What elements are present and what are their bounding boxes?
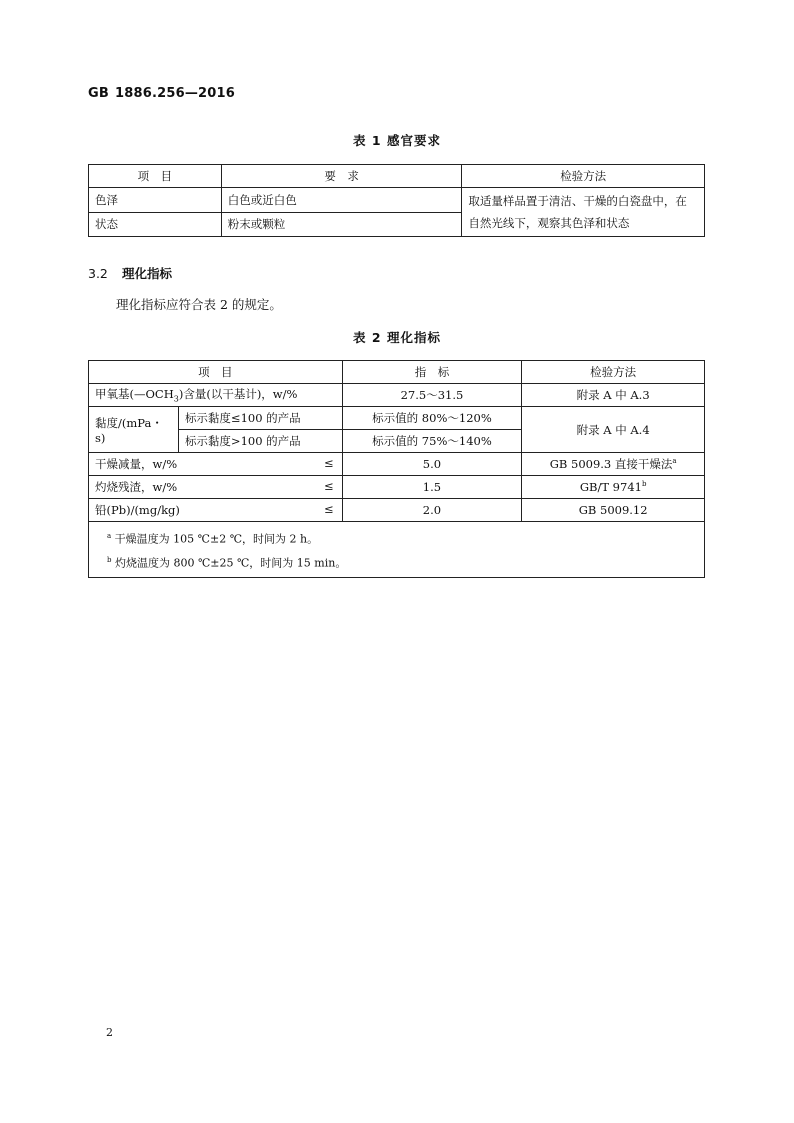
table-header-row xyxy=(89,165,705,188)
section-title: 理化指标 xyxy=(122,266,173,281)
header-method: 检验方法 xyxy=(462,165,705,188)
cell-method: GB 5009.3 直接干燥法$^a$ xyxy=(522,453,705,476)
cell-item: 黏度/(mPa・s) xyxy=(89,407,179,453)
leq-sign: ≤ xyxy=(323,502,334,516)
header-value: 指 标 xyxy=(342,361,522,384)
table-header-row xyxy=(89,361,705,384)
footnote-b: $^b$ 灼烧温度为 800 ℃±25 ℃，时间为 15 min。 xyxy=(107,555,347,570)
cell-condition: 标示黏度>100 的产品 xyxy=(178,430,342,453)
cell-method: 附录 A 中 A.3 xyxy=(522,384,705,407)
footnote-ref: a xyxy=(672,457,677,466)
table2-title: 表 2 理化指标 xyxy=(353,330,441,345)
page-number: 2 xyxy=(106,1026,113,1039)
leq-sign: ≤ xyxy=(323,479,334,493)
standard-code xyxy=(88,86,235,101)
cell-value: 标示值的 80%～120% xyxy=(342,407,522,430)
table-row xyxy=(89,453,705,476)
table-notes xyxy=(89,522,705,578)
table-row xyxy=(89,384,705,407)
cell-method: GB 5009.12 xyxy=(522,499,705,522)
cell-method: 取适量样品置于清洁、干燥的白瓷盘中，在自然光线下，观察其色泽和状态 xyxy=(462,188,705,237)
cell-condition: 标示黏度≤100 的产品 xyxy=(178,407,342,430)
table-row xyxy=(89,499,705,522)
section-paragraph: 理化指标应符合表 2 的规定。 xyxy=(116,297,282,312)
cell-method: 附录 A 中 A.4 xyxy=(522,407,705,453)
table-row xyxy=(89,407,705,430)
header-item: 项 目 xyxy=(89,361,343,384)
cell-item: 状态 xyxy=(89,212,222,237)
cell-item: 色泽 xyxy=(89,188,222,213)
table-row xyxy=(89,188,705,213)
table-notes-row xyxy=(89,522,705,578)
cell-method: GB/T 9741$^b$ xyxy=(522,476,705,499)
standard-prefix: GB xyxy=(88,86,109,101)
physicochemical-table xyxy=(88,360,705,578)
header-requirement: 要 求 xyxy=(221,165,462,188)
header-method: 检验方法 xyxy=(522,361,705,384)
section-heading xyxy=(88,264,172,282)
sensory-requirements-table xyxy=(88,164,705,237)
cell-item: 甲氧基$(—OCH_3)$含量(以干基计)，w/% xyxy=(89,384,343,407)
header-item: 项 目 xyxy=(89,165,222,188)
cell-item: 灼烧残渣，w/% ≤ xyxy=(89,476,343,499)
cell-item: 铅(Pb)/(mg/kg) ≤ xyxy=(89,499,343,522)
table-row xyxy=(89,476,705,499)
footnote-a: $^a$ 干燥温度为 105 ℃±2 ℃，时间为 2 h。 xyxy=(107,532,319,546)
cell-value: 1.5 xyxy=(342,476,522,499)
cell-value: 27.5～31.5 xyxy=(342,384,522,407)
leq-sign: ≤ xyxy=(323,456,334,470)
table1-title: 表 1 感官要求 xyxy=(353,133,441,148)
footnote-ref: b xyxy=(641,480,647,489)
cell-value: 2.0 xyxy=(342,499,522,522)
cell-value: 标示值的 75%～140% xyxy=(342,430,522,453)
cell-item: 干燥减量，w/% ≤ xyxy=(89,453,343,476)
cell-requirement: 白色或近白色 xyxy=(221,188,462,213)
standard-number: 1886.256—2016 xyxy=(114,86,236,101)
cell-value: 5.0 xyxy=(342,453,522,476)
section-number: 3.2 xyxy=(88,266,108,281)
cell-requirement: 粉末或颗粒 xyxy=(221,212,462,237)
